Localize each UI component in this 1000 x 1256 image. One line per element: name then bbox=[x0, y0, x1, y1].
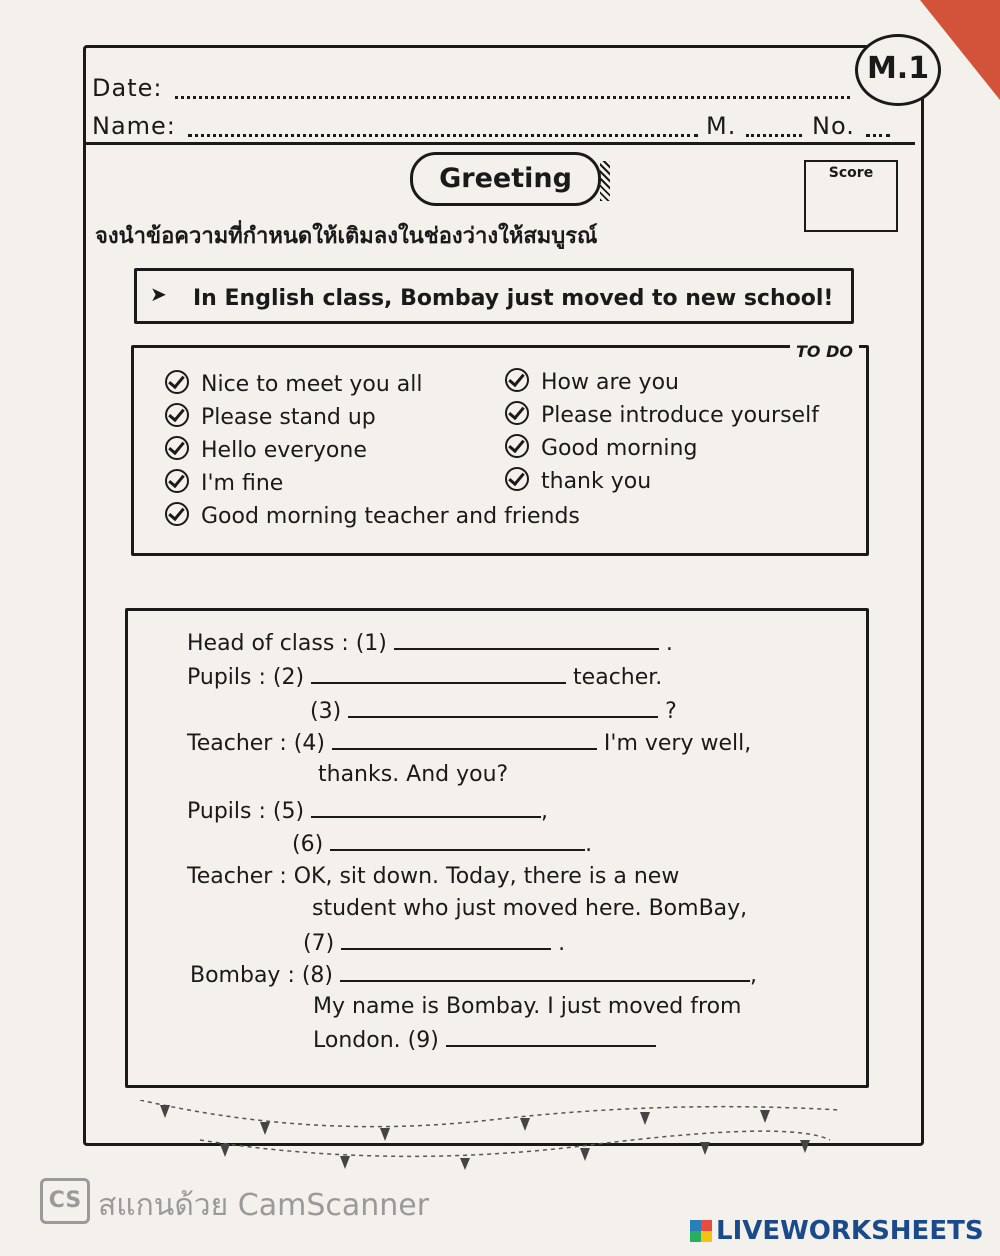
word-bank-label: TO DO bbox=[790, 342, 859, 361]
answer-blank-7[interactable] bbox=[341, 930, 551, 950]
class-field[interactable] bbox=[746, 134, 802, 137]
scenario-banner bbox=[134, 268, 854, 324]
dialogue-line-2: Pupils : (2) teacher. bbox=[187, 665, 663, 690]
date-field[interactable] bbox=[175, 96, 850, 99]
score-label: Score bbox=[828, 165, 874, 181]
answer-blank-6[interactable] bbox=[330, 831, 585, 851]
answer-blank-8[interactable] bbox=[340, 962, 750, 982]
number-field[interactable] bbox=[866, 134, 890, 137]
dialogue-line-4: Teacher : (4) I'm very well, bbox=[187, 731, 752, 756]
bunting-decoration bbox=[140, 1100, 840, 1170]
arrow-icon: ➤ bbox=[150, 282, 167, 306]
word-bank-item: Good morning bbox=[505, 434, 697, 461]
dialogue-line-5: Pupils : (5) , bbox=[187, 799, 549, 824]
answer-blank-5[interactable] bbox=[311, 798, 541, 818]
dialogue-line-1: Head of class : (1) . bbox=[187, 631, 673, 656]
dialogue-line-8b: My name is Bombay. I just moved from bbox=[313, 994, 742, 1019]
liveworksheets-logo: LIVEWORKSHEETS bbox=[690, 1216, 984, 1246]
camscanner-logo: CS bbox=[40, 1178, 90, 1224]
worksheet-title: Greeting bbox=[410, 152, 601, 206]
word-bank-item: Nice to meet you all bbox=[165, 370, 423, 397]
dialogue-line-3: (3) ? bbox=[310, 699, 677, 724]
word-bank-item: I'm fine bbox=[165, 469, 283, 496]
dialogue-line-7: (7) . bbox=[303, 931, 566, 956]
number-label: No. bbox=[812, 112, 855, 140]
check-circle-icon bbox=[505, 467, 529, 491]
dialogue-line-8: Bombay : (8) , bbox=[190, 963, 758, 988]
header-divider bbox=[85, 142, 915, 145]
dialogue-line-9: London. (9) bbox=[313, 1027, 656, 1053]
check-circle-icon bbox=[165, 469, 189, 493]
answer-blank-3[interactable] bbox=[348, 698, 658, 718]
instruction-text: จงนำข้อความที่กำหนดให้เติมลงในช่องว่างให้สมบูรณ์ bbox=[95, 224, 598, 249]
date-label: Date: bbox=[92, 74, 163, 102]
word-bank-item: Please introduce yourself bbox=[505, 401, 819, 428]
word-bank-item: thank you bbox=[505, 467, 651, 494]
name-label: Name: bbox=[92, 112, 176, 140]
dialogue-line-4-cont: thanks. And you? bbox=[318, 762, 509, 787]
score-box bbox=[804, 160, 898, 232]
level-badge: M.1 bbox=[855, 34, 941, 106]
word-bank-item: How are you bbox=[505, 368, 679, 395]
camscanner-watermark: สแกนด้วย CamScanner bbox=[98, 1188, 430, 1223]
dialogue-line-7a: Teacher : OK, sit down. Today, there is a new bbox=[187, 864, 680, 889]
dialogue-line-6: (6) . bbox=[292, 832, 593, 857]
word-bank-item: Hello everyone bbox=[165, 436, 367, 463]
check-circle-icon bbox=[165, 436, 189, 460]
dialogue-line-7b: student who just moved here. BomBay, bbox=[312, 896, 748, 921]
answer-blank-4[interactable] bbox=[332, 730, 597, 750]
cube-icon bbox=[690, 1220, 712, 1242]
check-circle-icon bbox=[505, 434, 529, 458]
answer-blank-2[interactable] bbox=[311, 664, 566, 684]
check-circle-icon bbox=[165, 370, 189, 394]
scenario-text: In English class, Bombay just moved to new school! bbox=[193, 286, 834, 311]
check-circle-icon bbox=[165, 502, 189, 526]
class-label: M. bbox=[706, 112, 737, 140]
check-circle-icon bbox=[505, 368, 529, 392]
check-circle-icon bbox=[505, 401, 529, 425]
name-field[interactable] bbox=[188, 134, 698, 137]
check-circle-icon bbox=[165, 403, 189, 427]
word-bank-item: Good morning teacher and friends bbox=[165, 502, 580, 529]
answer-blank-9[interactable] bbox=[446, 1027, 656, 1047]
word-bank-item: Please stand up bbox=[165, 403, 376, 430]
answer-blank-1[interactable] bbox=[394, 630, 659, 650]
